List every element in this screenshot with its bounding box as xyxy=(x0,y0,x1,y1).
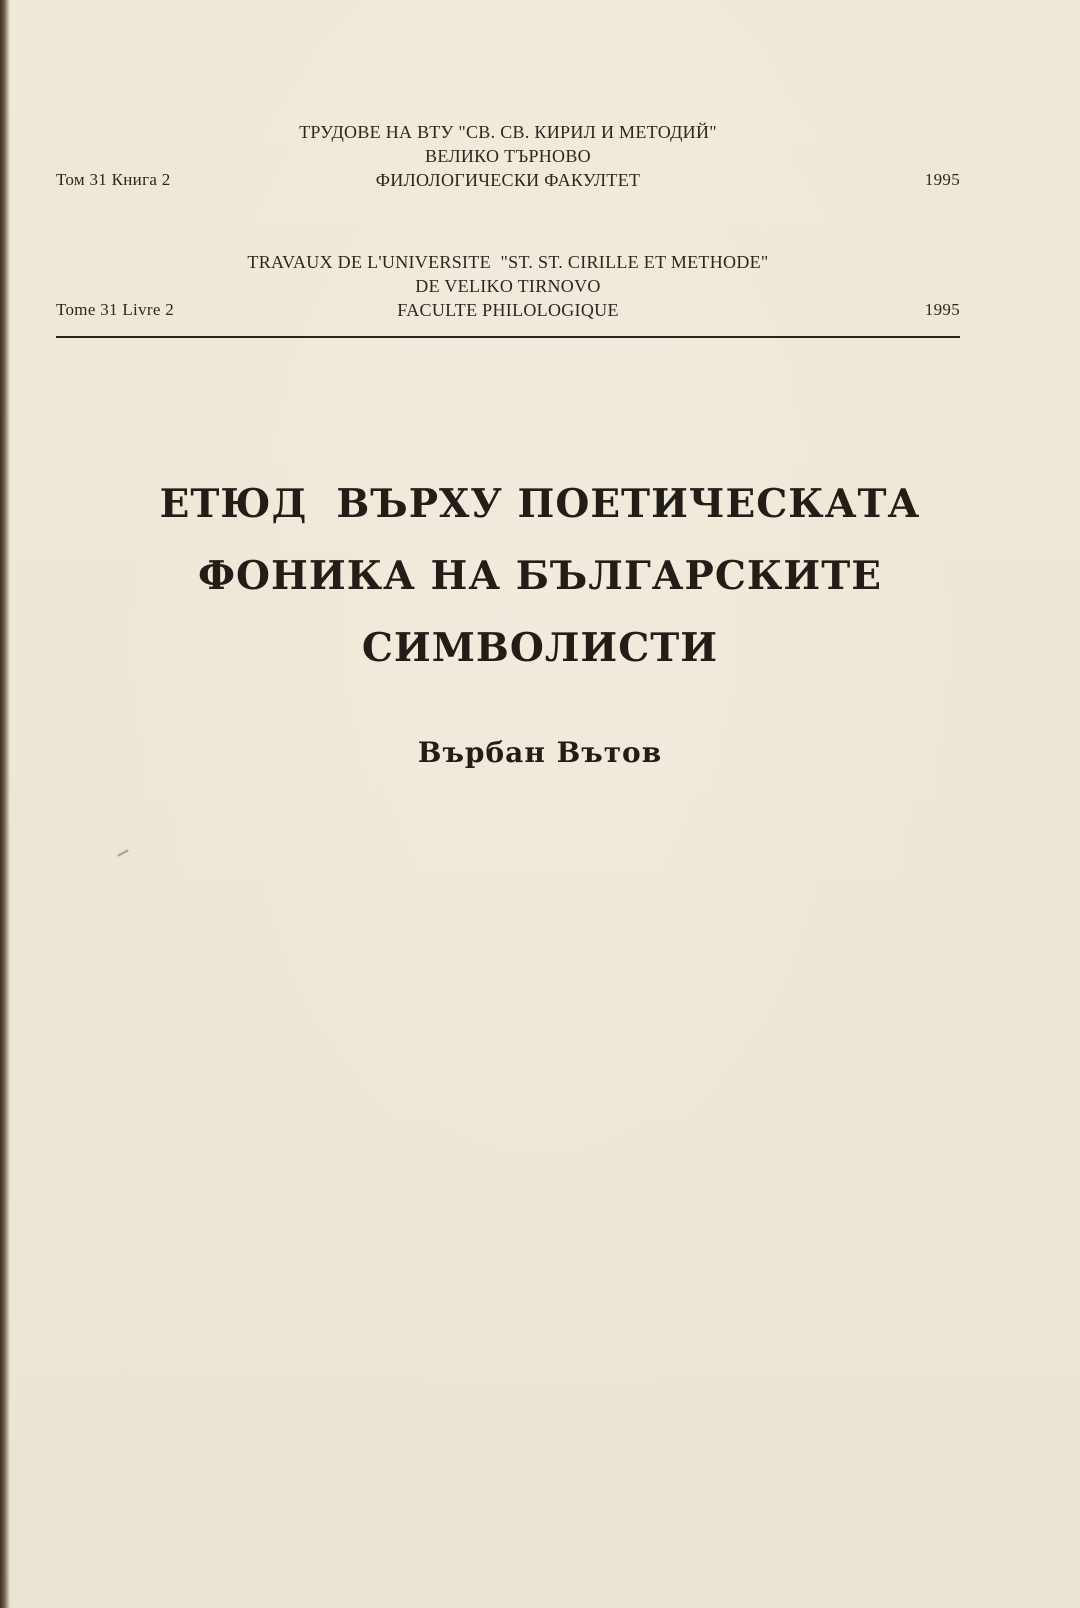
header-fr-faculty: FACULTE PHILOLOGIQUE xyxy=(397,300,619,320)
header-fr-year: 1995 xyxy=(924,300,960,319)
title-line-3: СИМВОЛИСТИ xyxy=(361,625,719,671)
header-bg-institution: ТРУДОВЕ НА ВТУ "СВ. СВ. КИРИЛ И МЕТОДИЙ" xyxy=(299,122,717,142)
header-bg-city: ВЕЛИКО ТЪРНОВО xyxy=(425,146,591,166)
header-bulgarian xyxy=(56,120,960,192)
header-fr-institution: TRAVAUX DE L'UNIVERSITE "ST. ST. CIRILLE ET METHODE" xyxy=(247,252,769,272)
header-fr-volume-row xyxy=(56,298,960,322)
header-bg-volume: Том 31 Книга 2 xyxy=(56,170,171,189)
header-bg-year: 1995 xyxy=(924,170,960,189)
title-line-2: ФОНИКА НА БЪЛГАРСКИТЕ xyxy=(198,553,882,599)
binding-edge xyxy=(0,0,10,1608)
paper-speck xyxy=(117,849,129,856)
header-bg-volume-row xyxy=(56,168,960,192)
title-line-1: ЕТЮД ВЪРХУ ПОЕТИЧЕСКАТА xyxy=(159,481,921,527)
header-fr-volume: Tome 31 Livre 2 xyxy=(56,300,175,319)
article-title xyxy=(80,468,1000,684)
header-rule xyxy=(56,336,960,338)
article-author: Върбан Вътов xyxy=(417,736,663,769)
header-fr-city: DE VELIKO TIRNOVO xyxy=(415,276,601,296)
header-french xyxy=(56,250,960,322)
header-bg-faculty: ФИЛОЛОГИЧЕСКИ ФАКУЛТЕТ xyxy=(375,170,641,190)
